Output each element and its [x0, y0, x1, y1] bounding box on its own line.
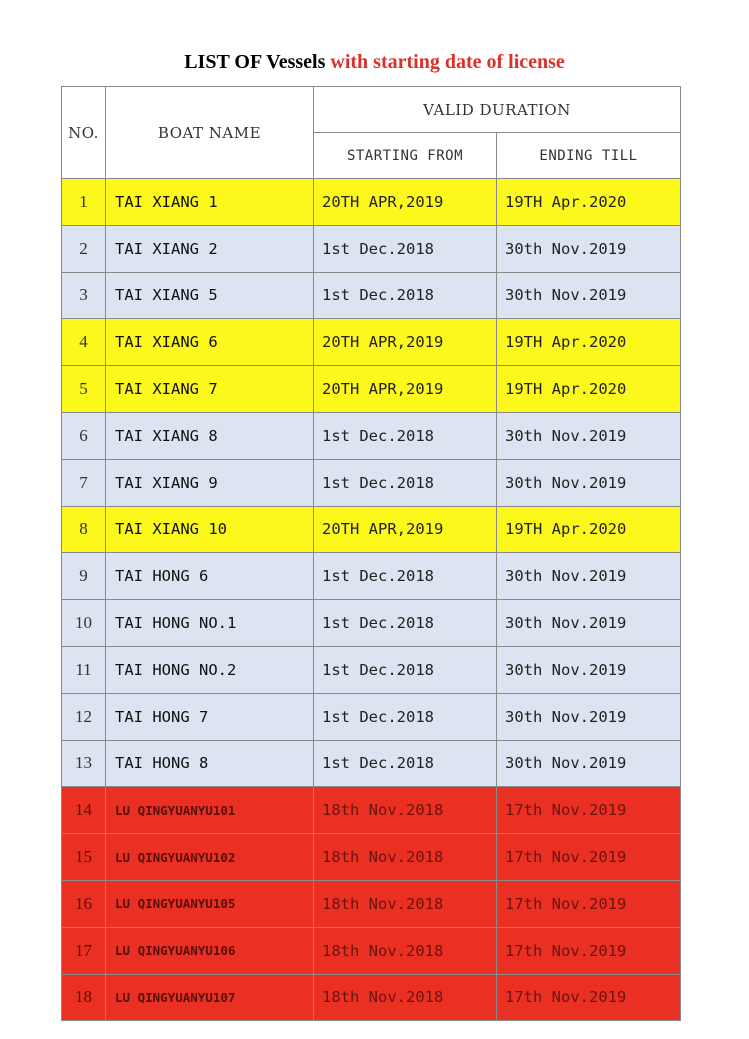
table-row [62, 834, 681, 881]
vessel-name: TAI XIANG 9 [106, 459, 314, 506]
ending-date: 30th Nov.2019 [497, 225, 681, 272]
ending-date: 30th Nov.2019 [497, 412, 681, 459]
ending-date: 19TH Apr.2020 [497, 506, 681, 553]
vessel-name: TAI HONG NO.1 [106, 600, 314, 647]
vessel-name: LU QINGYUANYU102 [106, 834, 314, 881]
table-row [62, 880, 681, 927]
vessel-name: TAI HONG 6 [106, 553, 314, 600]
table-row [62, 272, 681, 319]
title-accent: with starting date of license [330, 51, 565, 73]
starting-date: 20TH APR,2019 [314, 319, 497, 366]
table-row [62, 974, 681, 1021]
vessel-rows [62, 179, 681, 1021]
vessel-no: 4 [62, 319, 106, 366]
starting-date: 18th Nov.2018 [314, 880, 497, 927]
starting-date: 1st Dec.2018 [314, 693, 497, 740]
vessel-name: TAI XIANG 10 [106, 506, 314, 553]
starting-date: 1st Dec.2018 [314, 600, 497, 647]
vessel-name: TAI XIANG 1 [106, 179, 314, 226]
starting-date: 18th Nov.2018 [314, 974, 497, 1021]
vessel-name: LU QINGYUANYU107 [106, 974, 314, 1021]
table-row [62, 319, 681, 366]
table-row [62, 179, 681, 226]
ending-date: 30th Nov.2019 [497, 459, 681, 506]
table-row [62, 506, 681, 553]
ending-date: 17th Nov.2019 [497, 880, 681, 927]
table-row [62, 600, 681, 647]
ending-date: 17th Nov.2019 [497, 974, 681, 1021]
ending-date: 17th Nov.2019 [497, 834, 681, 881]
starting-date: 1st Dec.2018 [314, 459, 497, 506]
starting-date: 18th Nov.2018 [314, 787, 497, 834]
starting-date: 1st Dec.2018 [314, 272, 497, 319]
vessel-no: 10 [62, 600, 106, 647]
starting-date: 1st Dec.2018 [314, 225, 497, 272]
vessel-no: 5 [62, 366, 106, 413]
ending-date: 30th Nov.2019 [497, 740, 681, 787]
table-row [62, 693, 681, 740]
starting-date: 1st Dec.2018 [314, 412, 497, 459]
ending-date: 19TH Apr.2020 [497, 179, 681, 226]
vessel-name: LU QINGYUANYU101 [106, 787, 314, 834]
vessel-name: TAI XIANG 2 [106, 225, 314, 272]
vessel-no: 17 [62, 927, 106, 974]
vessel-no: 3 [62, 272, 106, 319]
vessel-no: 11 [62, 646, 106, 693]
starting-date: 20TH APR,2019 [314, 179, 497, 226]
header-row [62, 87, 681, 133]
header-no: NO. [62, 87, 106, 179]
vessel-no: 9 [62, 553, 106, 600]
vessels-table [61, 86, 681, 1021]
starting-date: 1st Dec.2018 [314, 646, 497, 693]
vessel-name: TAI HONG 8 [106, 740, 314, 787]
ending-date: 17th Nov.2019 [497, 927, 681, 974]
vessel-name: TAI HONG NO.2 [106, 646, 314, 693]
table-row [62, 366, 681, 413]
vessel-name: TAI XIANG 7 [106, 366, 314, 413]
header-ending-till: ENDING TILL [497, 133, 681, 179]
vessel-no: 18 [62, 974, 106, 1021]
vessel-name: TAI HONG 7 [106, 693, 314, 740]
vessel-no: 12 [62, 693, 106, 740]
header-valid-duration: VALID DURATION [314, 87, 681, 133]
vessel-name: TAI XIANG 5 [106, 272, 314, 319]
ending-date: 30th Nov.2019 [497, 272, 681, 319]
table-row [62, 412, 681, 459]
header-boat-name: BOAT NAME [106, 87, 314, 179]
vessel-name: LU QINGYUANYU106 [106, 927, 314, 974]
vessel-name: LU QINGYUANYU105 [106, 880, 314, 927]
starting-date: 20TH APR,2019 [314, 366, 497, 413]
starting-date: 18th Nov.2018 [314, 834, 497, 881]
table-row [62, 787, 681, 834]
table-row [62, 646, 681, 693]
vessel-name: TAI XIANG 6 [106, 319, 314, 366]
header-starting-from: STARTING FROM [314, 133, 497, 179]
table-row [62, 459, 681, 506]
vessel-no: 16 [62, 880, 106, 927]
vessel-no: 1 [62, 179, 106, 226]
vessel-no: 8 [62, 506, 106, 553]
ending-date: 30th Nov.2019 [497, 553, 681, 600]
vessel-no: 14 [62, 787, 106, 834]
vessel-no: 13 [62, 740, 106, 787]
ending-date: 19TH Apr.2020 [497, 319, 681, 366]
table-row [62, 553, 681, 600]
ending-date: 30th Nov.2019 [497, 693, 681, 740]
vessel-no: 7 [62, 459, 106, 506]
table-row [62, 927, 681, 974]
ending-date: 30th Nov.2019 [497, 600, 681, 647]
vessel-name: TAI XIANG 8 [106, 412, 314, 459]
ending-date: 30th Nov.2019 [497, 646, 681, 693]
vessel-no: 2 [62, 225, 106, 272]
table-row [62, 225, 681, 272]
starting-date: 18th Nov.2018 [314, 927, 497, 974]
ending-date: 19TH Apr.2020 [497, 366, 681, 413]
title-main: LIST OF Vessels [184, 51, 326, 73]
table-row [62, 740, 681, 787]
starting-date: 1st Dec.2018 [314, 740, 497, 787]
vessel-no: 6 [62, 412, 106, 459]
starting-date: 20TH APR,2019 [314, 506, 497, 553]
vessel-no: 15 [62, 834, 106, 881]
starting-date: 1st Dec.2018 [314, 553, 497, 600]
ending-date: 17th Nov.2019 [497, 787, 681, 834]
page-title [0, 48, 749, 76]
